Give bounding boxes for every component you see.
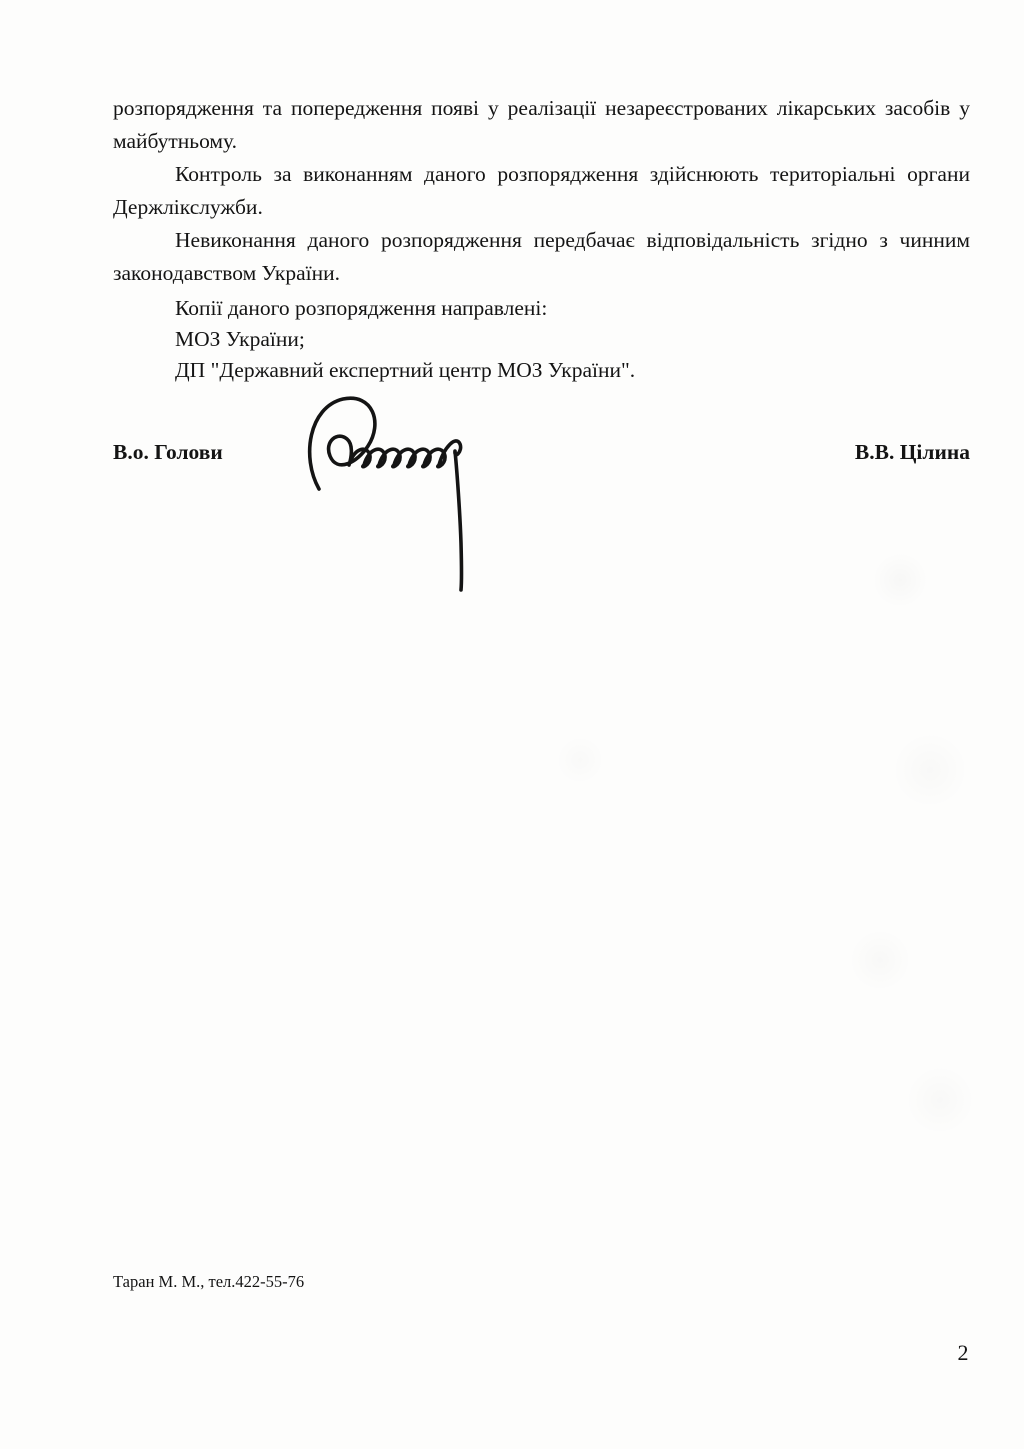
copies-intro: Копії даного розпорядження направлені: <box>175 296 548 320</box>
page-number: 2 <box>957 1340 969 1365</box>
footer-contact: Таран М. М., тел.422-55-76 <box>113 1272 305 1291</box>
signatory-title: В.о. Голови <box>113 440 223 464</box>
signature-row <box>113 440 970 465</box>
signatory-name: В.В. Цілина <box>854 440 970 464</box>
paragraph-liability: Невиконання даного розпорядження передбачає відповідальність згідно з чинним законодавством України. <box>113 228 970 285</box>
paragraph-control: Контроль за виконанням даного розпорядження здійснюють територіальні органи Держлікслужби. <box>113 162 970 219</box>
copies-block <box>175 293 970 386</box>
handwritten-signature-icon <box>297 393 497 603</box>
body-text <box>113 92 970 290</box>
copies-item-moz: МОЗ України; <box>175 327 305 351</box>
paragraph-continuation: розпорядження та попередження появі у реалізації незареєстрованих лікарських засобів у майбутньому. <box>113 96 970 153</box>
copies-item-expert-center: ДП "Державний експертний центр МОЗ України". <box>175 358 636 382</box>
